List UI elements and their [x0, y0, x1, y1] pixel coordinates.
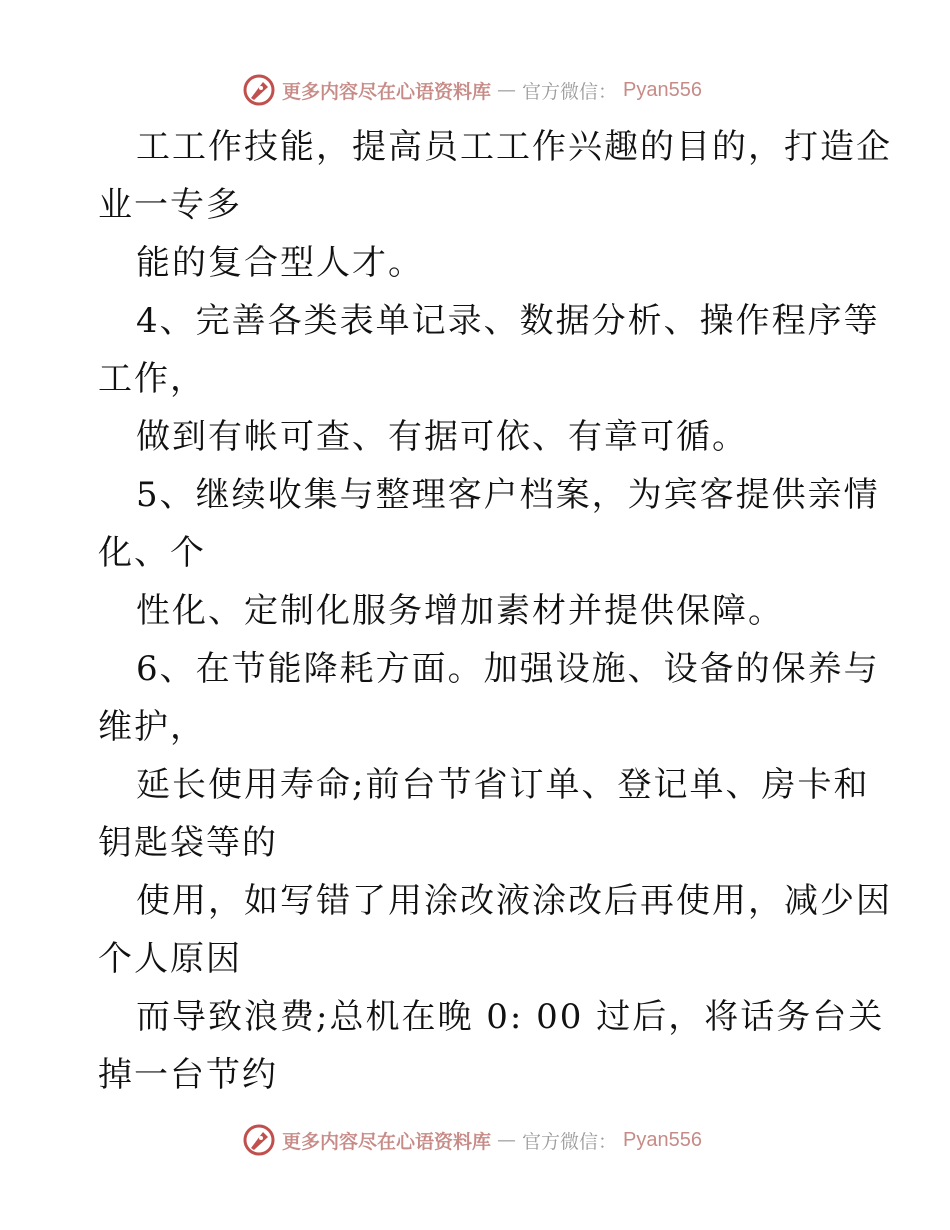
- watermark-label: 官方微信：: [522, 1130, 618, 1153]
- body-line: 工工作技能，提高员工工作兴趣的目的，打造企: [136, 127, 892, 167]
- footer-watermark: [0, 1120, 950, 1160]
- body-line: 而导致浪费;总机在晚 0: 00 过后，将话务台关: [136, 997, 885, 1037]
- body-line: 工作，: [98, 359, 206, 399]
- body-line: 钥匙袋等的: [98, 823, 278, 863]
- watermark-content: [242, 73, 702, 107]
- body-line: 个人原因: [98, 939, 242, 979]
- body-line: 做到有帐可查、有据可依、有章可循。: [136, 417, 748, 457]
- pen-nib-logo-icon: [242, 73, 276, 107]
- body-line: 6、在节能降耗方面。加强设施、设备的保养与: [136, 649, 880, 689]
- body-line: 使用，如写错了用涂改液涂改后再使用，减少因: [136, 881, 892, 921]
- body-line: 维护，: [98, 707, 206, 747]
- watermark-separator: —: [497, 79, 517, 101]
- body-line: 业一专多: [98, 185, 242, 225]
- body-line: 化、个: [98, 533, 206, 573]
- watermark-content: [242, 1123, 702, 1157]
- body-line: 延长使用寿命;前台节省订单、登记单、房卡和: [136, 765, 870, 805]
- body-line: 5、继续收集与整理客户档案，为宾客提供亲情: [136, 475, 880, 515]
- body-line: 掉一台节约: [98, 1055, 278, 1095]
- watermark-wechat-id: Pyan556: [623, 78, 702, 101]
- document-body: [98, 118, 892, 1104]
- watermark-brand-text: 更多内容尽在心语资料库: [282, 1130, 492, 1153]
- watermark-label: 官方微信：: [522, 80, 618, 103]
- header-watermark: [0, 70, 950, 110]
- body-line: 能的复合型人才。: [136, 243, 424, 283]
- watermark-separator: —: [497, 1129, 517, 1151]
- body-line: 4、完善各类表单记录、数据分析、操作程序等: [136, 301, 880, 341]
- body-line: 性化、定制化服务增加素材并提供保障。: [136, 591, 784, 631]
- pen-nib-logo-icon: [242, 1123, 276, 1157]
- watermark-wechat-id: Pyan556: [623, 1128, 702, 1151]
- watermark-brand-text: 更多内容尽在心语资料库: [282, 80, 492, 103]
